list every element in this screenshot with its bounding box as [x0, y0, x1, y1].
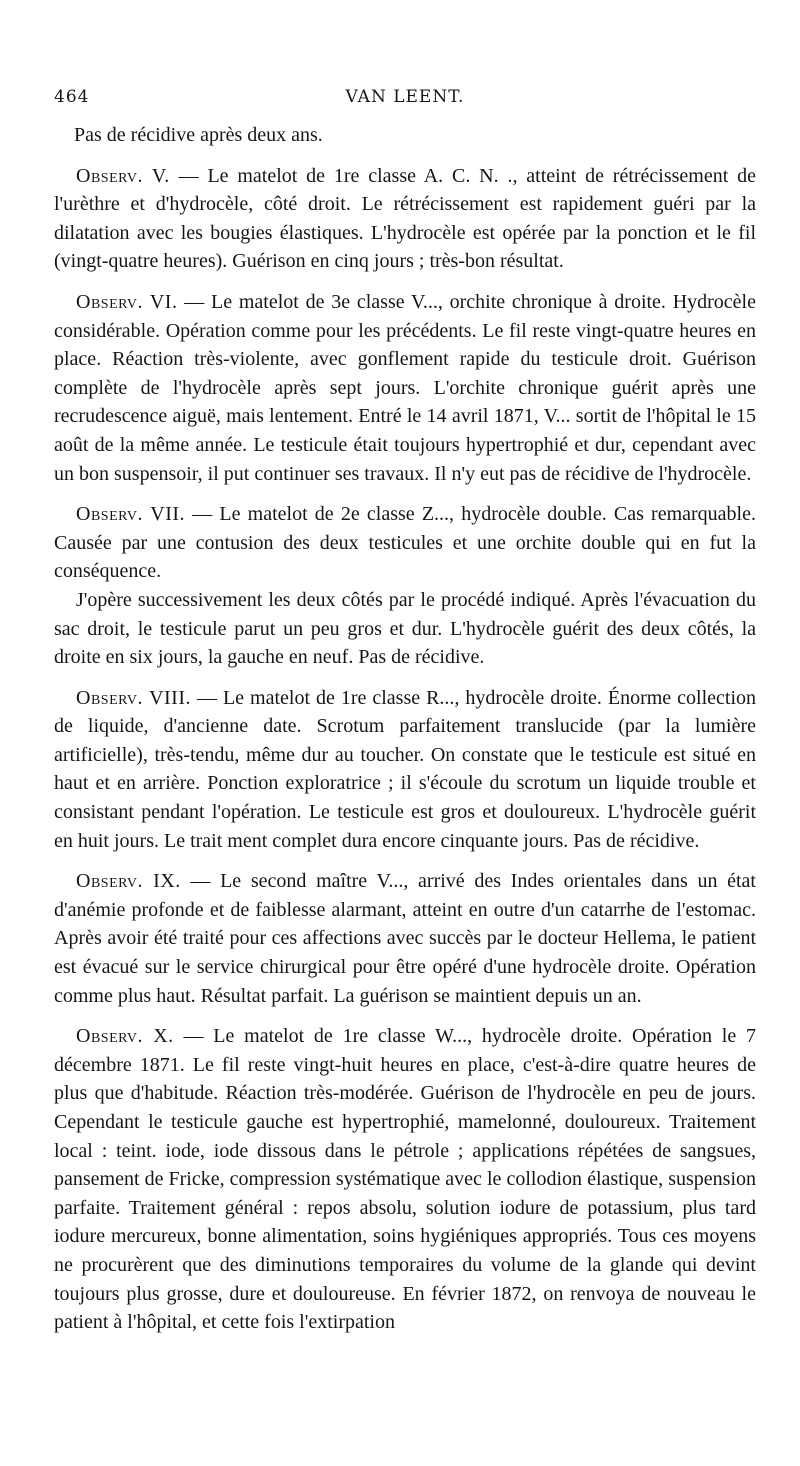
paragraph	[54, 162, 756, 276]
paragraph	[54, 867, 756, 1010]
paragraph-text: — Le matelot de 1re classe A. C. N. ., atteint de rétrécissement de l'urèthre et d'hydrocèle, côté droit. Le rétrécissement est rapidement guéri par la dilatation avec les bougies élastiques. L'hydrocèle est opérée par la ponction et le fil (vingt-quatre heures). Guérison en cinq jours ; très-bon résultat.	[54, 164, 756, 273]
paragraph	[54, 288, 756, 488]
running-head: VAN LEENT.	[345, 87, 465, 107]
paragraph	[54, 1022, 756, 1337]
paragraph-text: — Le second maître V..., arrivé des Indes orientales dans un état d'anémie profonde et de faiblesse alarmant, atteint en outre d'un catarrhe de l'estomac. Après avoir été traité pour ces affections avec succès par le docteur Hellema, le patient est évacué sur le service chirurgical pour être opéré d'une hydrocèle droite. Opération comme plus haut. Résultat parfait. La guérison se maintient depuis un an.	[54, 870, 756, 1007]
paragraph-text: — Le matelot de 3e classe V..., orchite chronique à droite. Hydrocèle considérable. Opération comme pour les précédents. Le fil reste vingt-quatre heures en place. Réaction très-violente, avec gonflement rapide du testicule droit. Guérison complète de l'hydrocèle après sept jours. L'orchite chronique guérit après une recrudescence aiguë, mais lentement. Entré le 14 avril 1871, V... sortit de l'hôpital le 15 août de la même année. Le testicule était toujours hypertrophié et dur, cependant avec un bon suspensoir, il put continuer ses travaux. Il n'y eut pas de récidive de l'hydrocèle.	[54, 290, 756, 485]
paragraph-text: — Le matelot de 1re classe W..., hydrocèle droite. Opération le 7 décembre 1871. Le fil reste vingt-huit heures en place, c'est-à-dire quatre heures de plus que d'habitude. Réaction très-modérée. Guérison de l'hydrocèle en peu de jours. Cependant le testicule gauche est hypertrophié, mamelonné, douloureux. Traitement local : teint. iode, iode dissous dans le pétrole ; applications répétées de sangsues, pansement de Fricke, compression systématique avec le collodion élastique, suspension parfaite. Traitement général : repos absolu, solution iodure de potassium, plus tard iodure mercureux, bonne alimentation, soins hygiéniques appropriés. Tous ces moyens ne procurèrent que des diminutions temporaires du volume de la glande qui devint toujours plus grosse, dure et douloureuse. En février 1872, on renvoya de nouveau le patient à l'hôpital, et cette fois l'extirpation	[54, 1025, 757, 1334]
observation-label: Observ. IX.	[76, 870, 181, 893]
paragraph	[54, 586, 756, 672]
paragraph-text: J'opère successivement les deux côtés par le procédé indiqué. Après l'évacuation du sac droit, le testicule parut un peu gros et dur. L'hydrocèle guérit des deux côtés, la droite en six jours, la gauche en neuf. Pas de récidive.	[54, 588, 756, 669]
observation-label: Observ. VI.	[76, 290, 178, 313]
paragraph	[54, 500, 756, 586]
observation-label: Observ. V.	[76, 164, 170, 187]
paragraph-text: — Le matelot de 1re classe R..., hydrocèle droite. Énorme collection de liquide, d'ancienne date. Scrotum parfaitement translucide (par la lumière artificielle), très-tendu, même dur au toucher. On constate que le testicule est situé en haut et en arrière. Ponction exploratrice ; il s'écoule du scrotum un liquide trouble et consistant pendant l'opération. Le testicule est gros et douloureux. L'hydrocèle guérit en huit jours. Le trait ment complet dura encore cinquante jours. Pas de récidive.	[54, 686, 757, 852]
page-number: 464	[54, 87, 90, 107]
observation-label: Observ. VIII.	[76, 686, 191, 709]
paragraph	[54, 121, 756, 150]
body-text	[54, 121, 756, 1337]
observation-label: Observ. VII.	[76, 503, 186, 526]
paragraph	[54, 684, 756, 856]
observation-label: Observ. X.	[76, 1025, 174, 1048]
page-header	[54, 87, 756, 115]
paragraph-text: Pas de récidive après deux ans.	[74, 124, 323, 146]
paragraph-text: — Le matelot de 2e classe Z..., hydrocèle double. Cas remarquable. Causée par une contusion des deux testicules et une orchite double qui en fut la conséquence.	[54, 503, 756, 583]
